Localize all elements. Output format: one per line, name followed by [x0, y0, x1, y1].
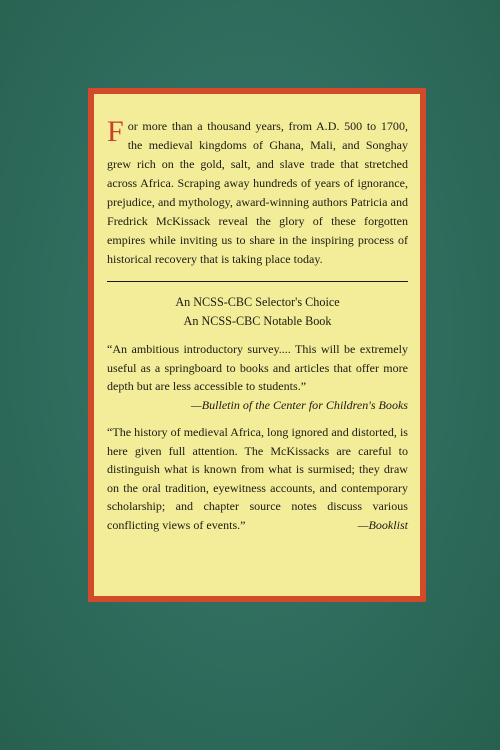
review-quote-2-text: “The history of medieval Africa, long ignored and distorted, is here given full attention. The McKissacks are careful to distinguish what is known from what is surmised; they draw on the oral tradition, eyewitness accounts, and contemporary scholarship; and chapter source notes discuss various conflicting views of events.” — [107, 425, 408, 532]
blurb-text: or more than a thousand years, from A.D. 500 to 1700, the medieval kingdoms of Ghana, Mali, and Songhay grew rich on the gold, salt, and slave trade that stretched across Africa. Scraping away hundreds of years of ignorance, prejudice, and mythology, award-winning authors Patricia and Fredrick McKissack reveal the glory of these forgotten empires while inviting us to share in the inspiring process of historical recovery that is taking place today. — [107, 119, 408, 266]
back-cover-panel — [88, 88, 426, 602]
review-source-2: —Booklist — [357, 517, 408, 532]
divider-rule — [107, 281, 408, 282]
honors — [107, 293, 408, 330]
review-quote-2 — [107, 423, 408, 534]
honor-notable-book: An NCSS-CBC Notable Book — [183, 313, 332, 328]
review-source-1: —Bulletin of the Center for Children's Books — [191, 397, 408, 412]
review-quote-1: “An ambitious introductory survey.... This will be extremely useful as a springboard to books and articles that offer more depth but are less accessible to students.” — [107, 342, 408, 394]
drop-cap: F — [107, 115, 124, 148]
honor-selectors-choice: An NCSS-CBC Selector's Choice — [175, 295, 340, 309]
description-blurb — [107, 117, 408, 269]
